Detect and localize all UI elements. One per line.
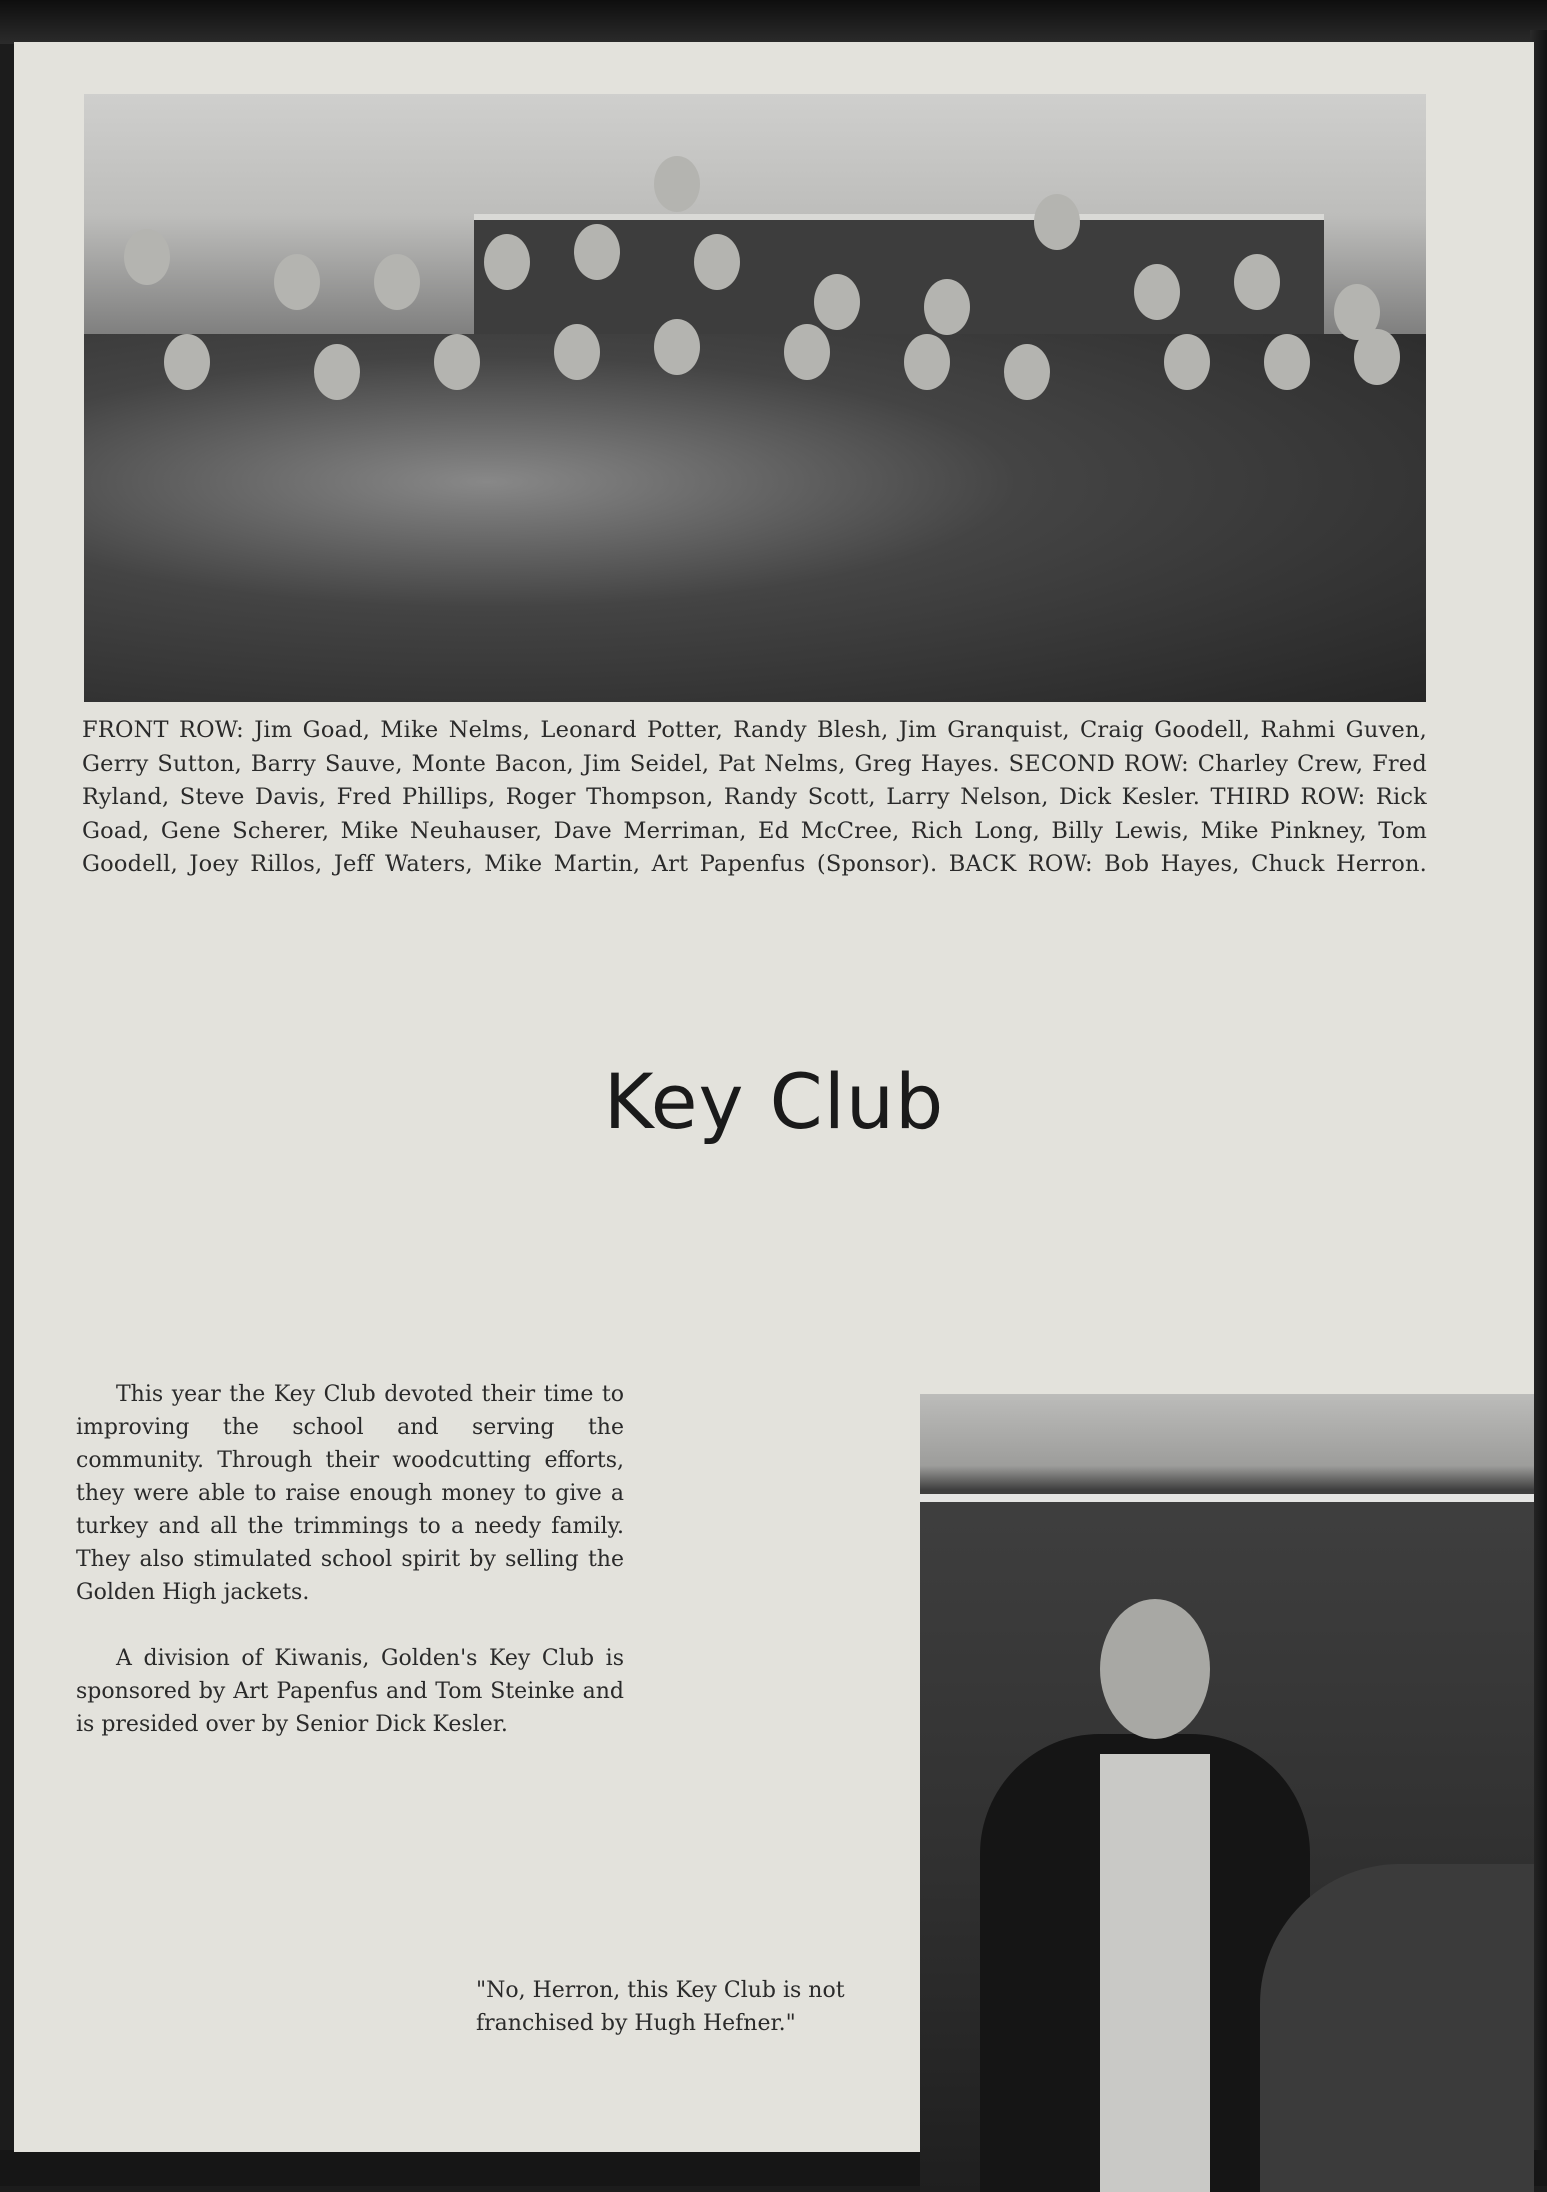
member-figure: [814, 274, 860, 330]
caption-line: Ryland, Steve Davis, Fred Phillips, Roger Thompson, Randy Scott, Larry Nelson, Dick Kesler. THIRD ROW: Rick: [82, 784, 1427, 810]
member-figure: [124, 229, 170, 285]
member-figure: [784, 324, 830, 380]
member-figure: [924, 279, 970, 335]
speaker-shirt: [1100, 1754, 1210, 2192]
page-title: Key Club: [603, 1057, 945, 1146]
member-figure: [554, 324, 600, 380]
member-figure: [904, 334, 950, 390]
member-figure: [314, 344, 360, 400]
member-figure: [274, 254, 320, 310]
member-figure: [1134, 264, 1180, 320]
chalkboard-frame: [920, 1494, 1534, 1502]
member-figure: [654, 156, 700, 212]
group-photo-caption: [82, 714, 1427, 882]
member-figure: [374, 254, 420, 310]
member-figure: [1034, 194, 1080, 250]
sponsor-photo-caption: [476, 1974, 896, 2040]
member-figure: [1354, 329, 1400, 385]
member-figure: [484, 234, 530, 290]
article-paragraph: This year the Key Club devoted their time to improving the school and serving the community. Through their woodcutting efforts, they were able to raise enough money to give a turkey and all the trimmings to a needy family. They also stimulated school spirit by selling the Golden High jackets.: [76, 1382, 624, 1605]
foreground-listener: [1260, 1864, 1534, 2192]
group-photo: [84, 94, 1426, 702]
club-members-group: [84, 334, 1426, 702]
caption-line: Goad, Gene Scherer, Mike Neuhauser, Dave Merriman, Ed McCree, Rich Long, Billy Lewis, Mike Pinkney, Tom: [82, 817, 1427, 844]
member-figure: [694, 234, 740, 290]
caption-line: "No, Herron, this Key Club is not: [476, 1978, 845, 2003]
member-figure: [1234, 254, 1280, 310]
page-top-edge: [0, 0, 1547, 44]
speaker-face: [1100, 1599, 1210, 1739]
article-paragraph: A division of Kiwanis, Golden's Key Club is sponsored by Art Papenfus and Tom Steinke and is presided over by Senior Dick Kesler.: [76, 1646, 624, 1737]
member-figure: [574, 224, 620, 280]
caption-line: FRONT ROW: Jim Goad, Mike Nelms, Leonard Potter, Randy Blesh, Jim Granquist, Craig Goodell, Rahmi Guven,: [82, 717, 1427, 743]
member-figure: [654, 319, 700, 375]
article-body: [76, 1378, 624, 1774]
caption-line: franchised by Hugh Hefner.": [476, 2011, 796, 2036]
caption-line: Goodell, Joey Rillos, Jeff Waters, Mike Martin, Art Papenfus (Sponsor). BACK ROW: Bob Hayes, Chuck Herron.: [82, 851, 1427, 877]
yearbook-page: [14, 42, 1534, 2152]
sponsor-photo: [920, 1394, 1534, 2192]
member-figure: [434, 334, 480, 390]
member-figure: [1004, 344, 1050, 400]
member-figure: [164, 334, 210, 390]
member-figure: [1264, 334, 1310, 390]
caption-line: Gerry Sutton, Barry Sauve, Monte Bacon, Jim Seidel, Pat Nelms, Greg Hayes. SECOND ROW: Charley Crew, Fred: [82, 750, 1427, 777]
member-figure: [1164, 334, 1210, 390]
